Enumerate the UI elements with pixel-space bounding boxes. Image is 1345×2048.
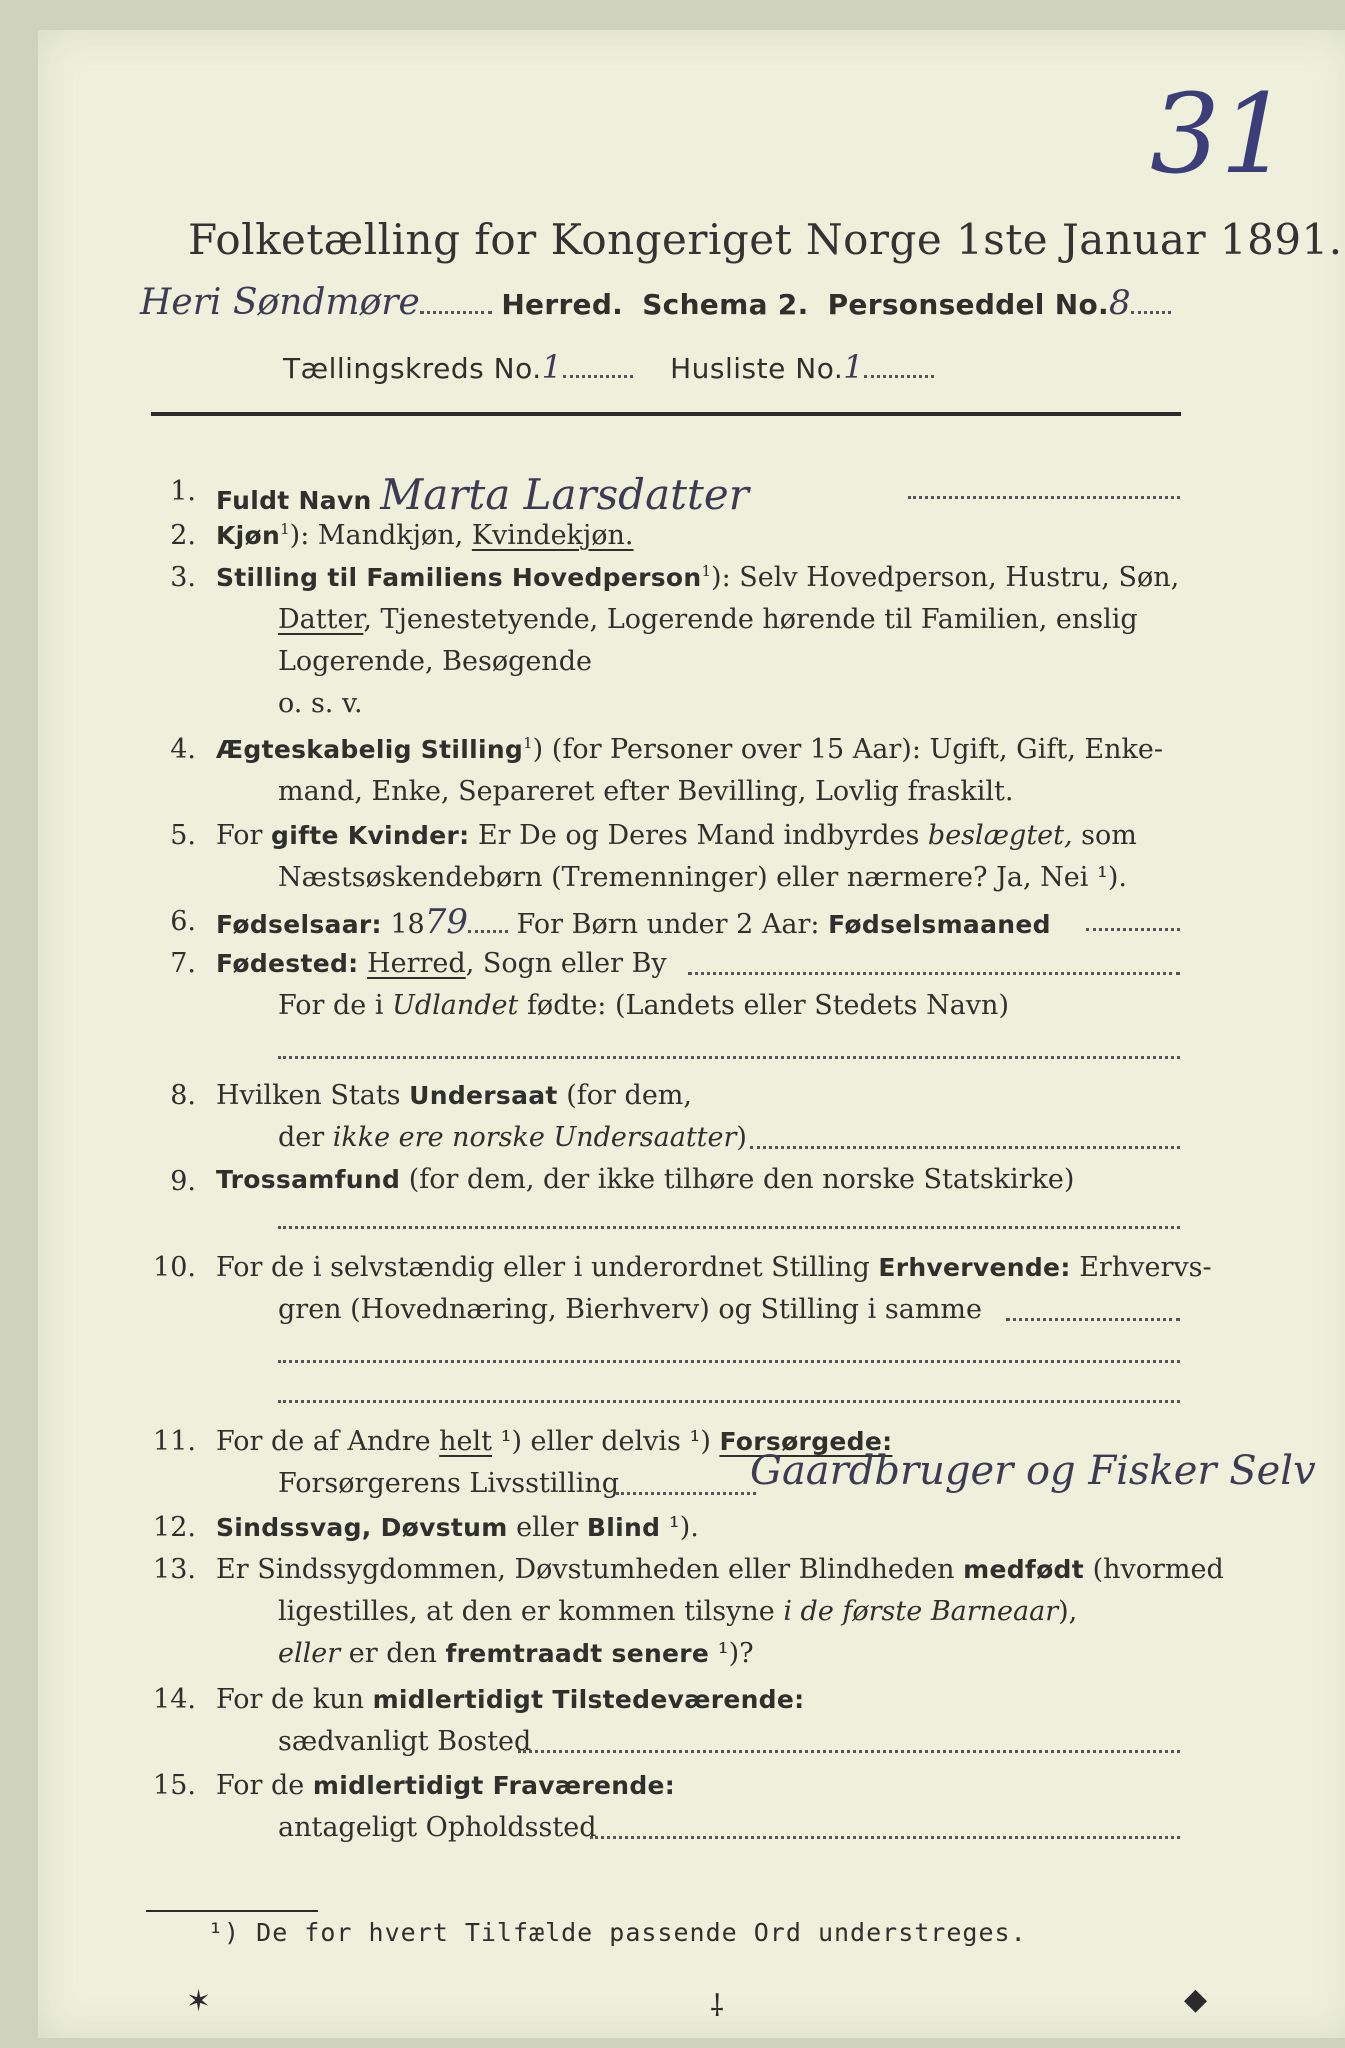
item-text: er den [340,1638,446,1669]
item-text: Er Sindssygdommen, Døvstumheden eller Blindheden [216,1554,964,1585]
corner-mark-icon: ✶ [186,1984,212,2019]
item-text: ), [1058,1596,1078,1627]
item-4 [216,734,1163,765]
item-number: 7. [170,948,196,979]
item-number: 13. [153,1554,196,1585]
kreds-number: 1 [541,348,563,386]
item-14-line-2: sædvanligt Bosted [278,1726,532,1757]
item-2 [216,520,634,551]
item-italic: ikke ere norske Undersaatter [332,1122,737,1153]
item-10 [216,1252,1212,1283]
item-number: 9. [170,1166,196,1197]
item-text: eller [507,1512,587,1543]
item-label: Fødselsmaaned [828,910,1051,939]
personseddel-number: 8 [1108,283,1131,323]
item-text: (hvormed [1084,1554,1224,1585]
item-text: For de af Andre [216,1426,440,1457]
item-number: 5. [170,820,196,851]
item-7 [216,948,667,979]
dotted-line [278,1400,1180,1403]
item-label: midlertidigt Tilstedeværende: [372,1685,805,1714]
item-11-line-2: Forsørgerens Livsstilling [278,1468,620,1499]
item-13-line-2 [278,1596,1077,1627]
item-15 [216,1770,675,1801]
item-label: medfødt [963,1555,1084,1584]
footnote-divider [146,1910,318,1912]
item-italic: i de første Barneaar [783,1596,1059,1627]
item-text: For de kun [216,1684,373,1715]
item-6 [216,902,1051,942]
husliste-number: 1 [843,348,865,386]
item-label: Fødested: [216,949,359,978]
item-label: Sindssvag, Døvstum [216,1513,508,1542]
dotted-line [518,1750,1180,1753]
item-label: fremtraadt senere [445,1639,710,1668]
dotted-fill [1131,301,1171,314]
header-line-2 [283,348,934,386]
item-italic: eller [278,1638,341,1669]
underlined-choice: Kvindekjøn. [471,520,634,551]
item-label: Forsørgede: [719,1427,893,1456]
item-14 [216,1684,804,1715]
census-form-page [38,30,1345,2038]
corner-mark-icon: ⸸ [710,1989,725,2024]
item-13 [216,1554,1224,1585]
full-name-handwritten: Marta Larsdatter [380,470,749,519]
dotted-line [590,1836,1180,1839]
header-divider [151,412,1181,416]
item-3 [216,562,1179,593]
kreds-label: Tællingskreds No. [283,352,542,385]
footnote-mark: 1 [701,562,712,580]
schema-label: Schema 2. [642,288,809,321]
item-text: (for dem, [557,1080,692,1111]
item-text: ligestilles, at den er kommen tilsyne [278,1596,784,1627]
dotted-fill [420,301,492,314]
dotted-line [688,972,1180,975]
footnote: ¹) De for hvert Tilfælde passende Ord understreges. [208,1918,1027,1947]
item-label: midlertidigt Fraværende: [312,1771,676,1800]
item-text: For de i selvstændig eller i underordnet Stilling [216,1252,879,1283]
dotted-fill [864,365,934,378]
dotted-line [1086,928,1180,931]
dotted-line [1006,1318,1180,1321]
item-text: ) [736,1122,747,1153]
item-number: 4. [170,734,196,765]
birth-year-handwritten: 79 [424,902,469,942]
footnote-mark: 1 [523,734,533,752]
form-title: Folketælling for Kongeriget Norge 1ste Januar 1891. [188,215,1343,264]
herred-label: Herred. [501,288,624,321]
underlined-choice: helt [439,1426,493,1457]
dotted-line [908,496,1180,499]
personseddel-label: Personseddel No. [827,288,1109,321]
item-1 [216,470,749,519]
item-label: gifte Kvinder: [271,821,470,850]
item-text: ) (for Personer over 15 Aar): Ugift, Gift, Enke- [532,734,1163,765]
dotted-fill [563,365,633,378]
item-number: 12. [153,1512,196,1543]
item-text: Hvilken Stats [216,1080,410,1111]
item-text: der [278,1122,333,1153]
item-text: fødte: (Landets eller Stedets Navn) [518,990,1009,1021]
dotted-line [750,1146,1180,1149]
item-5-line-2: Næstsøskendebørn (Tremenninger) eller nærmere? Ja, Nei ¹). [278,862,1127,893]
footnote-mark: 1 [280,520,290,538]
item-7-line-2 [278,990,1009,1021]
item-label: Stilling til Familiens Hovedperson [216,563,702,592]
item-number: 15. [153,1770,196,1801]
item-label: Erhvervende: [878,1253,1071,1282]
item-text: Er De og Deres Mand indbyrdes [469,820,928,851]
item-text: 18 [381,909,425,940]
dotted-line [278,1360,1180,1363]
item-label: Trossamfund [216,1165,401,1194]
item-number: 10. [153,1252,196,1283]
stamp-number: 31 [1150,70,1290,198]
dotted-line [616,1492,756,1495]
item-15-line-2: antageligt Opholdssted [278,1812,597,1843]
husliste-label: Husliste No. [670,352,844,385]
item-text: ¹) eller delvis ¹) [492,1426,720,1457]
item-text: For [216,820,272,851]
item-5 [216,820,1137,851]
item-9 [216,1164,1074,1195]
item-text: For de [216,1770,313,1801]
item-text: ¹). [660,1512,699,1543]
item-text: , Sogn eller By [465,948,667,979]
dotted-fill [468,920,508,933]
item-3-line-3: Logerende, Besøgende [278,646,592,677]
item-number: 14. [153,1684,196,1715]
item-label: Blind [586,1513,661,1542]
item-label: Ægteskabelig Stilling [216,735,524,764]
item-text: Erhvervs- [1070,1252,1212,1283]
provider-occupation-handwritten: Gaardbruger og Fisker Selv [750,1448,1316,1494]
item-number: 8. [170,1080,196,1111]
dotted-line [278,1056,1180,1059]
item-text: For Børn under 2 Aar: [508,909,829,940]
item-number: 3. [170,562,196,593]
item-label: Fuldt Navn [216,486,372,515]
item-italic: beslægtet, [927,820,1073,851]
item-text: (for dem, der ikke tilhøre den norske Statskirke) [400,1164,1075,1195]
item-10-line-2: gren (Hovednæring, Bierhverv) og Stilling i samme [278,1294,983,1325]
item-3-line-4: o. s. v. [278,688,363,719]
item-text: ): Mandkjøn, [289,520,472,551]
item-text: ): Selv Hovedperson, Hustru, Søn, [711,562,1180,593]
item-italic: Udlandet [392,990,519,1021]
underlined-choice: Herred [367,948,466,979]
item-4-line-2: mand, Enke, Separeret efter Bevilling, Lovlig fraskilt. [278,776,1014,807]
item-8 [216,1080,692,1111]
item-number: 2. [170,520,196,551]
item-number: 1. [170,476,196,507]
item-label: Undersaat [409,1081,558,1110]
item-text: For de i [278,990,393,1021]
underlined-choice: Datter [278,604,364,635]
corner-mark-icon: ◆ [1184,1982,1208,2017]
item-number: 11. [153,1426,196,1457]
item-text: som [1072,820,1137,851]
item-13-line-3 [278,1638,754,1669]
item-number: 6. [170,906,196,937]
header-line-1 [140,282,1171,323]
item-8-line-2 [278,1122,747,1153]
item-label: Kjøn [216,521,281,550]
item-text: ¹)? [709,1638,754,1669]
item-3-line-2 [278,604,1138,635]
dotted-line [278,1226,1180,1229]
herred-name: Heri Søndmøre [140,282,420,323]
item-text: , Tjenestetyende, Logerende hørende til Familien, enslig [363,604,1138,635]
item-12 [216,1512,699,1543]
item-label: Fødselsaar: [216,910,382,939]
